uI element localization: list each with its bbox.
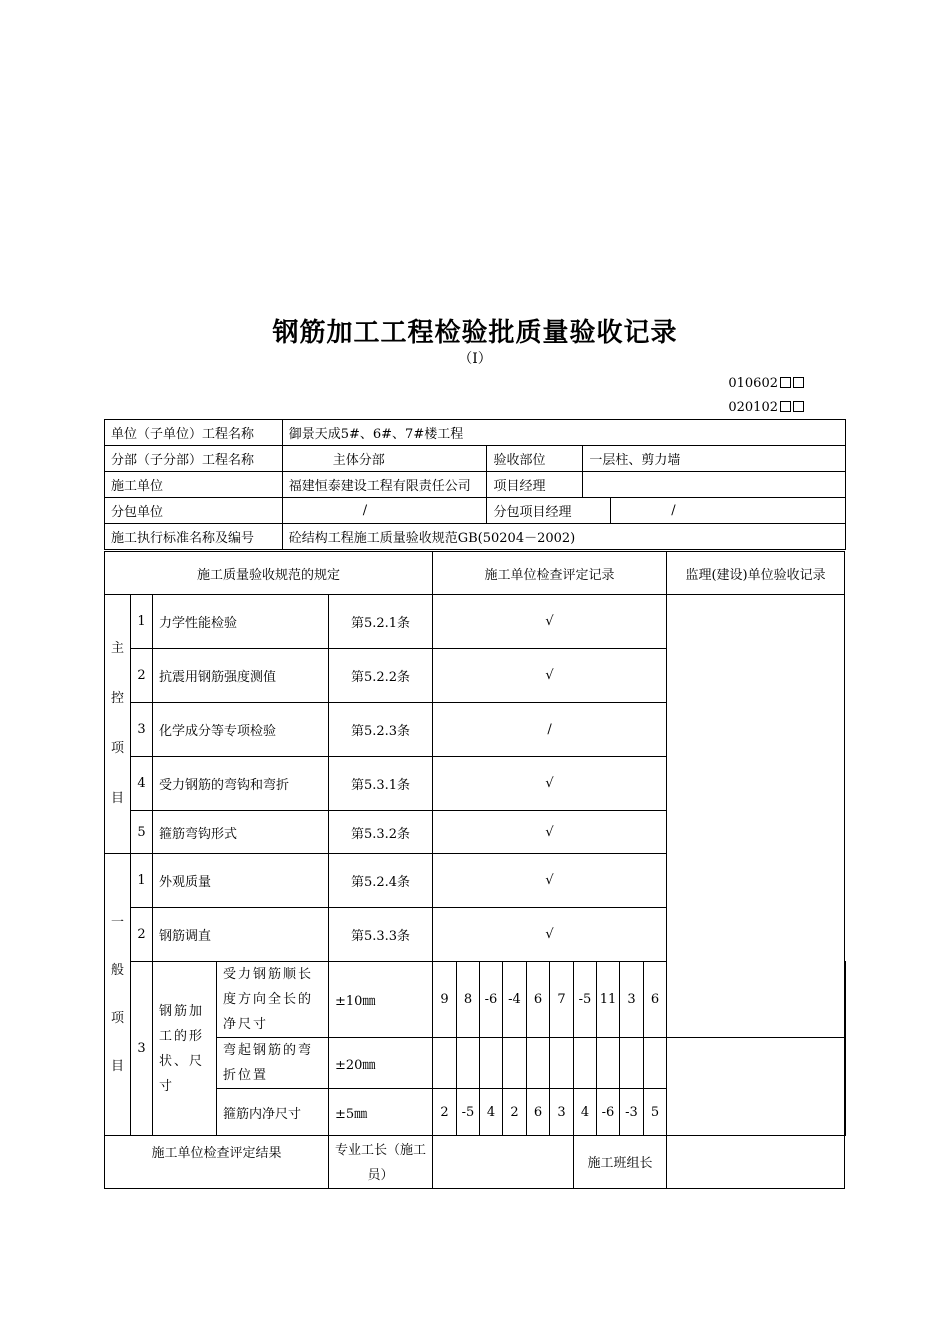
measure-value: 11	[597, 962, 620, 1038]
division-value: 主体分部	[282, 446, 487, 472]
tolerance: ±10㎜	[329, 962, 433, 1038]
foreman-label: 专业工长（施工员）	[329, 1136, 433, 1189]
subcontractor-value: /	[282, 498, 487, 524]
item-result: √	[433, 595, 667, 649]
checkbox-icon	[780, 401, 791, 412]
measure-value: -5	[574, 962, 597, 1038]
item-result: /	[433, 703, 667, 757]
measure-value: -3	[620, 1089, 644, 1136]
checkbox-icon	[793, 401, 804, 412]
item-name: 受力钢筋的弯钩和弯折	[153, 757, 329, 811]
item-result: √	[433, 854, 667, 908]
table-row	[105, 1089, 846, 1136]
general-items-label: 一 般 项 目	[105, 854, 131, 1136]
measure-value	[527, 1038, 550, 1089]
team-leader-label: 施工班组长	[574, 1136, 667, 1189]
table-row	[105, 1038, 846, 1089]
measure-value	[644, 1038, 667, 1089]
main-control-label: 主 控 项 目	[105, 595, 131, 854]
measure-value: 2	[503, 1089, 527, 1136]
supervision-record	[667, 595, 845, 1038]
sub-item-name: 弯起钢筋的弯折位置	[217, 1038, 329, 1089]
sub-pm-value: /	[611, 498, 846, 524]
measure-value: 6	[527, 962, 550, 1038]
measure-value: 8	[457, 962, 480, 1038]
measure-value: -5	[457, 1089, 480, 1136]
item-number: 2	[131, 649, 153, 703]
measure-value	[480, 1038, 503, 1089]
measure-value	[457, 1038, 480, 1089]
item-result: √	[433, 757, 667, 811]
table-row	[105, 420, 846, 446]
measure-value	[574, 1038, 597, 1089]
sub-item-name: 箍筋内净尺寸	[217, 1089, 329, 1136]
page-title: 钢筋加工工程检验批质量验收记录	[272, 318, 678, 348]
item-name: 箍筋弯钩形式	[153, 811, 329, 854]
page-subtitle: （Ⅰ）	[458, 351, 492, 367]
tolerance: ±20㎜	[329, 1038, 433, 1089]
sub-pm-label: 分包项目经理	[487, 498, 611, 524]
footer-row	[105, 1136, 846, 1189]
item-number: 5	[131, 811, 153, 854]
standard-value: 砼结构工程施工质量验收规范GB(50204－2002)	[282, 524, 845, 550]
item-clause: 第5.2.3条	[329, 703, 433, 757]
item-name: 化学成分等专项检验	[153, 703, 329, 757]
measure-value	[433, 1038, 457, 1089]
item-name: 抗震用钢筋强度测值	[153, 649, 329, 703]
item-number: 4	[131, 757, 153, 811]
standard-label: 施工执行标准名称及编号	[105, 524, 283, 550]
subcontractor-label: 分包单位	[105, 498, 283, 524]
pm-value	[583, 472, 846, 498]
measure-value: -6	[480, 962, 503, 1038]
inspection-table	[104, 551, 846, 1189]
table-row	[105, 472, 846, 498]
table-row	[105, 446, 846, 472]
checkbox-icon	[780, 377, 791, 388]
measure-value: 7	[550, 962, 574, 1038]
checkbox-icon	[793, 377, 804, 388]
item-number: 1	[131, 854, 153, 908]
pm-label: 项目经理	[487, 472, 583, 498]
measure-value: -6	[597, 1089, 620, 1136]
constructor-value: 福建恒泰建设工程有限责任公司	[282, 472, 487, 498]
sub-item-name: 受力钢筋顺长度方向全长的净尺寸	[217, 962, 329, 1038]
item-name: 力学性能检验	[153, 595, 329, 649]
item-clause: 第5.3.1条	[329, 757, 433, 811]
acceptance-part-label: 验收部位	[487, 446, 583, 472]
check-header: 施工单位检查评定记录	[433, 552, 667, 595]
item-number: 3	[131, 962, 153, 1136]
measure-value	[620, 1038, 644, 1089]
supervision-header: 监理(建设)单位验收记录	[667, 552, 845, 595]
measure-value: 5	[644, 1089, 667, 1136]
item-result: √	[433, 811, 667, 854]
measure-value: 6	[644, 962, 667, 1038]
table-row	[105, 524, 846, 550]
result-label: 施工单位检查评定结果	[105, 1136, 329, 1189]
supervision-record	[845, 962, 846, 1136]
item-number: 3	[131, 703, 153, 757]
table-row	[105, 595, 846, 649]
item-clause: 第5.2.1条	[329, 595, 433, 649]
item-number: 2	[131, 908, 153, 962]
team-leader-signature	[667, 1136, 845, 1189]
item-name: 钢筋调直	[153, 908, 329, 962]
measure-value: 6	[527, 1089, 550, 1136]
item-name: 外观质量	[153, 854, 329, 908]
item-clause: 第5.2.2条	[329, 649, 433, 703]
unit-label: 单位（子单位）工程名称	[105, 420, 283, 446]
measure-value: -4	[503, 962, 527, 1038]
item-name: 钢筋加工的形状、尺寸	[153, 962, 217, 1136]
measure-value: 4	[480, 1089, 503, 1136]
project-info-table	[104, 419, 846, 550]
spec-header: 施工质量验收规范的规定	[105, 552, 433, 595]
tolerance: ±5㎜	[329, 1089, 433, 1136]
measure-value: 3	[620, 962, 644, 1038]
item-clause: 第5.2.4条	[329, 854, 433, 908]
table-row	[105, 498, 846, 524]
form-code-2: 020102	[728, 400, 804, 415]
measure-value: 3	[550, 1089, 574, 1136]
item-clause: 第5.3.3条	[329, 908, 433, 962]
division-label: 分部（子分部）工程名称	[105, 446, 283, 472]
acceptance-part-value: 一层柱、剪力墙	[583, 446, 846, 472]
measure-value: 9	[433, 962, 457, 1038]
foreman-signature	[433, 1136, 574, 1189]
item-clause: 第5.3.2条	[329, 811, 433, 854]
item-result: √	[433, 908, 667, 962]
measure-value: 2	[433, 1089, 457, 1136]
item-number: 1	[131, 595, 153, 649]
item-result: √	[433, 649, 667, 703]
measure-value	[550, 1038, 574, 1089]
measure-value	[503, 1038, 527, 1089]
table-header-row	[105, 552, 846, 595]
form-code-1: 010602	[728, 376, 804, 391]
unit-value: 御景天成5#、6#、7#楼工程	[282, 420, 845, 446]
measure-value: 4	[574, 1089, 597, 1136]
constructor-label: 施工单位	[105, 472, 283, 498]
measure-value	[597, 1038, 620, 1089]
